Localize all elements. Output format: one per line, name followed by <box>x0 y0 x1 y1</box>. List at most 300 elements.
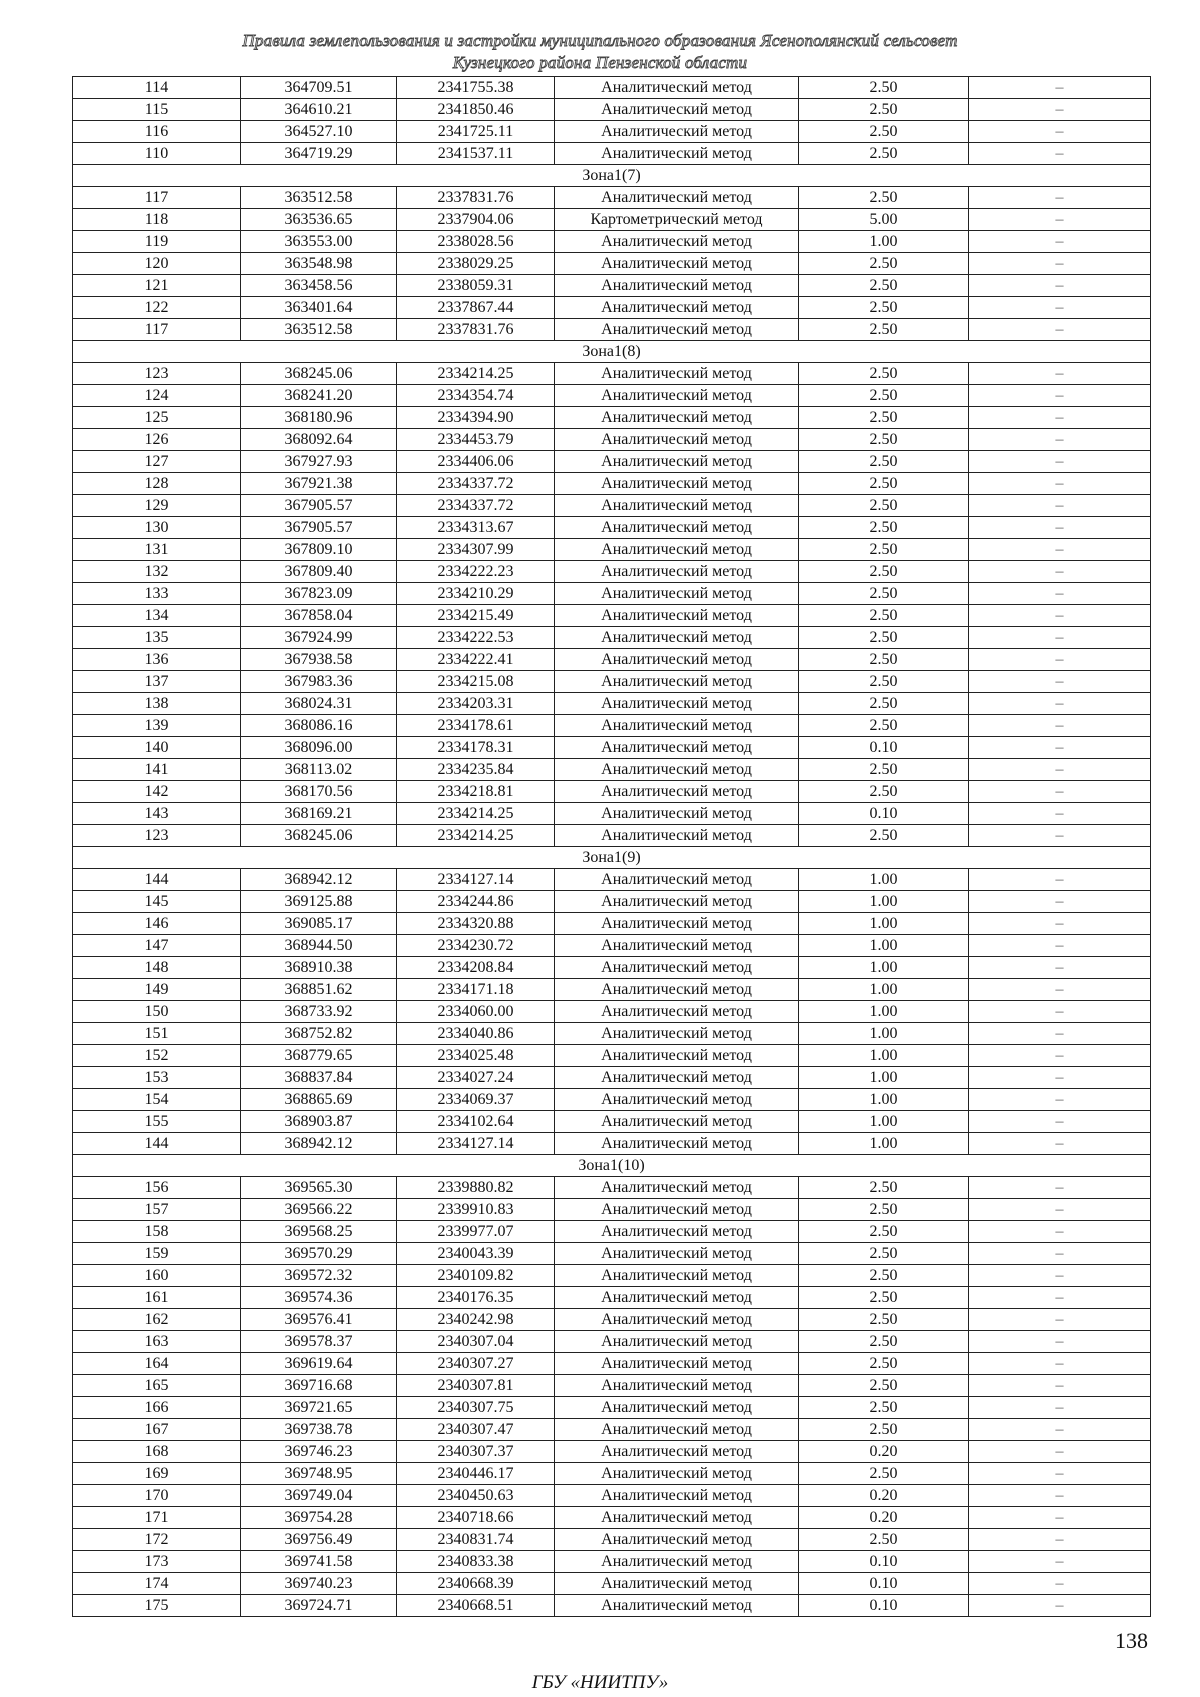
table-row <box>73 693 1151 715</box>
y-coordinate-cell: 2340176.35 <box>397 1287 555 1309</box>
point-number-cell: 143 <box>73 803 241 825</box>
accuracy-cell: 1.00 <box>799 979 969 1001</box>
table-row <box>73 319 1151 341</box>
x-coordinate-cell: 369754.28 <box>241 1507 397 1529</box>
accuracy-cell: 2.50 <box>799 825 969 847</box>
point-number-cell: 118 <box>73 209 241 231</box>
note-cell: – <box>969 99 1151 121</box>
accuracy-cell: 2.50 <box>799 473 969 495</box>
point-number-cell: 150 <box>73 1001 241 1023</box>
y-coordinate-cell: 2340307.04 <box>397 1331 555 1353</box>
point-number-cell: 139 <box>73 715 241 737</box>
x-coordinate-cell: 368180.96 <box>241 407 397 429</box>
x-coordinate-cell: 363512.58 <box>241 187 397 209</box>
table-row <box>73 979 1151 1001</box>
point-number-cell: 128 <box>73 473 241 495</box>
y-coordinate-cell: 2334214.25 <box>397 803 555 825</box>
y-coordinate-cell: 2340242.98 <box>397 1309 555 1331</box>
point-number-cell: 174 <box>73 1573 241 1595</box>
method-cell: Аналитический метод <box>555 1067 799 1089</box>
point-number-cell: 164 <box>73 1353 241 1375</box>
accuracy-cell: 2.50 <box>799 693 969 715</box>
x-coordinate-cell: 368944.50 <box>241 935 397 957</box>
zone-label: Зона1(9) <box>73 847 1151 869</box>
point-number-cell: 161 <box>73 1287 241 1309</box>
accuracy-cell: 2.50 <box>799 429 969 451</box>
accuracy-cell: 2.50 <box>799 1243 969 1265</box>
note-cell: – <box>969 1045 1151 1067</box>
note-cell: – <box>969 759 1151 781</box>
accuracy-cell: 2.50 <box>799 1375 969 1397</box>
x-coordinate-cell: 369566.22 <box>241 1199 397 1221</box>
note-cell: – <box>969 1001 1151 1023</box>
table-row <box>73 253 1151 275</box>
accuracy-cell: 1.00 <box>799 957 969 979</box>
point-number-cell: 133 <box>73 583 241 605</box>
table-row <box>73 407 1151 429</box>
x-coordinate-cell: 364719.29 <box>241 143 397 165</box>
method-cell: Аналитический метод <box>555 143 799 165</box>
accuracy-cell: 2.50 <box>799 121 969 143</box>
table-row <box>73 957 1151 979</box>
note-cell: – <box>969 1089 1151 1111</box>
point-number-cell: 163 <box>73 1331 241 1353</box>
table-row <box>73 1463 1151 1485</box>
point-number-cell: 149 <box>73 979 241 1001</box>
method-cell: Аналитический метод <box>555 1265 799 1287</box>
table-row <box>73 891 1151 913</box>
table-row <box>73 627 1151 649</box>
zone-label: Зона1(7) <box>73 165 1151 187</box>
x-coordinate-cell: 369746.23 <box>241 1441 397 1463</box>
point-number-cell: 162 <box>73 1309 241 1331</box>
accuracy-cell: 2.50 <box>799 363 969 385</box>
y-coordinate-cell: 2334127.14 <box>397 1133 555 1155</box>
accuracy-cell: 2.50 <box>799 99 969 121</box>
x-coordinate-cell: 367927.93 <box>241 451 397 473</box>
method-cell: Аналитический метод <box>555 825 799 847</box>
accuracy-cell: 2.50 <box>799 1353 969 1375</box>
note-cell: – <box>969 1353 1151 1375</box>
x-coordinate-cell: 368837.84 <box>241 1067 397 1089</box>
method-cell: Аналитический метод <box>555 957 799 979</box>
x-coordinate-cell: 368024.31 <box>241 693 397 715</box>
point-number-cell: 116 <box>73 121 241 143</box>
note-cell: – <box>969 407 1151 429</box>
table-row <box>73 1441 1151 1463</box>
point-number-cell: 126 <box>73 429 241 451</box>
note-cell: – <box>969 1309 1151 1331</box>
accuracy-cell: 1.00 <box>799 891 969 913</box>
accuracy-cell: 2.50 <box>799 451 969 473</box>
point-number-cell: 156 <box>73 1177 241 1199</box>
method-cell: Аналитический метод <box>555 187 799 209</box>
method-cell: Аналитический метод <box>555 1221 799 1243</box>
method-cell: Аналитический метод <box>555 913 799 935</box>
point-number-cell: 173 <box>73 1551 241 1573</box>
point-number-cell: 168 <box>73 1441 241 1463</box>
point-number-cell: 166 <box>73 1397 241 1419</box>
table-row <box>73 1199 1151 1221</box>
table-row <box>73 451 1151 473</box>
note-cell: – <box>969 1441 1151 1463</box>
y-coordinate-cell: 2334027.24 <box>397 1067 555 1089</box>
y-coordinate-cell: 2334337.72 <box>397 495 555 517</box>
method-cell: Аналитический метод <box>555 363 799 385</box>
y-coordinate-cell: 2340831.74 <box>397 1529 555 1551</box>
x-coordinate-cell: 363553.00 <box>241 231 397 253</box>
accuracy-cell: 2.50 <box>799 781 969 803</box>
x-coordinate-cell: 369619.64 <box>241 1353 397 1375</box>
x-coordinate-cell: 369740.23 <box>241 1573 397 1595</box>
point-number-cell: 145 <box>73 891 241 913</box>
point-number-cell: 135 <box>73 627 241 649</box>
point-number-cell: 123 <box>73 825 241 847</box>
coordinates-table-body <box>73 77 1151 1617</box>
accuracy-cell: 2.50 <box>799 1199 969 1221</box>
note-cell: – <box>969 1485 1151 1507</box>
accuracy-cell: 2.50 <box>799 1529 969 1551</box>
method-cell: Аналитический метод <box>555 1001 799 1023</box>
accuracy-cell: 2.50 <box>799 1397 969 1419</box>
x-coordinate-cell: 363536.65 <box>241 209 397 231</box>
method-cell: Аналитический метод <box>555 77 799 99</box>
method-cell: Аналитический метод <box>555 319 799 341</box>
point-number-cell: 119 <box>73 231 241 253</box>
table-row <box>73 1573 1151 1595</box>
accuracy-cell: 1.00 <box>799 1133 969 1155</box>
header-line-1: Правила землепользования и застройки муниципального образования Ясенополянский сельсовет <box>242 31 958 50</box>
y-coordinate-cell: 2334222.41 <box>397 649 555 671</box>
method-cell: Аналитический метод <box>555 517 799 539</box>
x-coordinate-cell: 363512.58 <box>241 319 397 341</box>
y-coordinate-cell: 2334215.08 <box>397 671 555 693</box>
method-cell: Аналитический метод <box>555 1397 799 1419</box>
x-coordinate-cell: 364527.10 <box>241 121 397 143</box>
accuracy-cell: 2.50 <box>799 1331 969 1353</box>
table-row <box>73 187 1151 209</box>
table-row <box>73 1595 1151 1617</box>
table-row <box>73 1375 1151 1397</box>
table-row <box>73 143 1151 165</box>
y-coordinate-cell: 2340307.75 <box>397 1397 555 1419</box>
method-cell: Аналитический метод <box>555 1287 799 1309</box>
x-coordinate-cell: 369568.25 <box>241 1221 397 1243</box>
y-coordinate-cell: 2340446.17 <box>397 1463 555 1485</box>
accuracy-cell: 2.50 <box>799 297 969 319</box>
accuracy-cell: 2.50 <box>799 275 969 297</box>
y-coordinate-cell: 2334178.61 <box>397 715 555 737</box>
method-cell: Аналитический метод <box>555 1045 799 1067</box>
x-coordinate-cell: 368245.06 <box>241 825 397 847</box>
note-cell: – <box>969 671 1151 693</box>
point-number-cell: 148 <box>73 957 241 979</box>
y-coordinate-cell: 2334214.25 <box>397 363 555 385</box>
y-coordinate-cell: 2340307.37 <box>397 1441 555 1463</box>
note-cell: – <box>969 1067 1151 1089</box>
table-row <box>73 1485 1151 1507</box>
table-row <box>73 1507 1151 1529</box>
table-row <box>73 1045 1151 1067</box>
note-cell: – <box>969 1419 1151 1441</box>
note-cell: – <box>969 451 1151 473</box>
note-cell: – <box>969 495 1151 517</box>
accuracy-cell: 2.50 <box>799 407 969 429</box>
point-number-cell: 129 <box>73 495 241 517</box>
y-coordinate-cell: 2340833.38 <box>397 1551 555 1573</box>
x-coordinate-cell: 368733.92 <box>241 1001 397 1023</box>
y-coordinate-cell: 2340307.27 <box>397 1353 555 1375</box>
x-coordinate-cell: 368779.65 <box>241 1045 397 1067</box>
table-row <box>73 1353 1151 1375</box>
method-cell: Аналитический метод <box>555 627 799 649</box>
method-cell: Аналитический метод <box>555 99 799 121</box>
y-coordinate-cell: 2340109.82 <box>397 1265 555 1287</box>
method-cell: Аналитический метод <box>555 671 799 693</box>
table-row <box>73 77 1151 99</box>
x-coordinate-cell: 369578.37 <box>241 1331 397 1353</box>
y-coordinate-cell: 2334040.86 <box>397 1023 555 1045</box>
method-cell: Аналитический метод <box>555 759 799 781</box>
method-cell: Картометрический метод <box>555 209 799 231</box>
note-cell: – <box>969 1133 1151 1155</box>
y-coordinate-cell: 2334394.90 <box>397 407 555 429</box>
accuracy-cell: 1.00 <box>799 913 969 935</box>
zone-label: Зона1(8) <box>73 341 1151 363</box>
accuracy-cell: 1.00 <box>799 1001 969 1023</box>
y-coordinate-cell: 2334222.23 <box>397 561 555 583</box>
note-cell: – <box>969 1199 1151 1221</box>
accuracy-cell: 1.00 <box>799 1067 969 1089</box>
table-row <box>73 121 1151 143</box>
point-number-cell: 146 <box>73 913 241 935</box>
note-cell: – <box>969 231 1151 253</box>
x-coordinate-cell: 368942.12 <box>241 1133 397 1155</box>
table-row <box>73 429 1151 451</box>
method-cell: Аналитический метод <box>555 429 799 451</box>
page-number: 138 <box>1115 1628 1148 1653</box>
table-row <box>73 1111 1151 1133</box>
note-cell: – <box>969 825 1151 847</box>
table-row <box>73 935 1151 957</box>
y-coordinate-cell: 2334337.72 <box>397 473 555 495</box>
note-cell: – <box>969 275 1151 297</box>
accuracy-cell: 2.50 <box>799 539 969 561</box>
table-row <box>73 605 1151 627</box>
note-cell: – <box>969 1023 1151 1045</box>
y-coordinate-cell: 2340668.39 <box>397 1573 555 1595</box>
accuracy-cell: 1.00 <box>799 869 969 891</box>
table-row <box>73 495 1151 517</box>
point-number-cell: 117 <box>73 187 241 209</box>
zone-row <box>73 341 1151 363</box>
method-cell: Аналитический метод <box>555 803 799 825</box>
x-coordinate-cell: 367938.58 <box>241 649 397 671</box>
point-number-cell: 169 <box>73 1463 241 1485</box>
note-cell: – <box>969 429 1151 451</box>
note-cell: – <box>969 319 1151 341</box>
table-row <box>73 1067 1151 1089</box>
table-row <box>73 561 1151 583</box>
accuracy-cell: 2.50 <box>799 561 969 583</box>
accuracy-cell: 2.50 <box>799 1309 969 1331</box>
y-coordinate-cell: 2334060.00 <box>397 1001 555 1023</box>
method-cell: Аналитический метод <box>555 231 799 253</box>
x-coordinate-cell: 367905.57 <box>241 517 397 539</box>
method-cell: Аналитический метод <box>555 781 799 803</box>
table-row <box>73 231 1151 253</box>
coordinates-table <box>72 76 1151 1617</box>
y-coordinate-cell: 2334208.84 <box>397 957 555 979</box>
point-number-cell: 158 <box>73 1221 241 1243</box>
accuracy-cell: 2.50 <box>799 583 969 605</box>
accuracy-cell: 1.00 <box>799 1045 969 1067</box>
table-row <box>73 1419 1151 1441</box>
accuracy-cell: 2.50 <box>799 1419 969 1441</box>
x-coordinate-cell: 367809.10 <box>241 539 397 561</box>
point-number-cell: 165 <box>73 1375 241 1397</box>
point-number-cell: 147 <box>73 935 241 957</box>
x-coordinate-cell: 367983.36 <box>241 671 397 693</box>
method-cell: Аналитический метод <box>555 1111 799 1133</box>
y-coordinate-cell: 2334244.86 <box>397 891 555 913</box>
x-coordinate-cell: 363548.98 <box>241 253 397 275</box>
note-cell: – <box>969 297 1151 319</box>
method-cell: Аналитический метод <box>555 1133 799 1155</box>
table-row <box>73 1287 1151 1309</box>
point-number-cell: 114 <box>73 77 241 99</box>
x-coordinate-cell: 369749.04 <box>241 1485 397 1507</box>
point-number-cell: 175 <box>73 1595 241 1617</box>
x-coordinate-cell: 369572.32 <box>241 1265 397 1287</box>
note-cell: – <box>969 187 1151 209</box>
accuracy-cell: 1.00 <box>799 1023 969 1045</box>
point-number-cell: 155 <box>73 1111 241 1133</box>
method-cell: Аналитический метод <box>555 605 799 627</box>
document-footer: ГБУ «НИИТПУ» <box>531 1672 669 1693</box>
x-coordinate-cell: 368169.21 <box>241 803 397 825</box>
point-number-cell: 130 <box>73 517 241 539</box>
note-cell: – <box>969 1529 1151 1551</box>
accuracy-cell: 2.50 <box>799 319 969 341</box>
accuracy-cell: 2.50 <box>799 649 969 671</box>
accuracy-cell: 2.50 <box>799 759 969 781</box>
method-cell: Аналитический метод <box>555 1375 799 1397</box>
point-number-cell: 136 <box>73 649 241 671</box>
note-cell: – <box>969 77 1151 99</box>
y-coordinate-cell: 2340043.39 <box>397 1243 555 1265</box>
zone-row <box>73 1155 1151 1177</box>
note-cell: – <box>969 1375 1151 1397</box>
method-cell: Аналитический метод <box>555 1485 799 1507</box>
note-cell: – <box>969 253 1151 275</box>
table-row <box>73 385 1151 407</box>
x-coordinate-cell: 368245.06 <box>241 363 397 385</box>
accuracy-cell: 2.50 <box>799 627 969 649</box>
point-number-cell: 122 <box>73 297 241 319</box>
x-coordinate-cell: 368942.12 <box>241 869 397 891</box>
method-cell: Аналитический метод <box>555 385 799 407</box>
note-cell: – <box>969 209 1151 231</box>
accuracy-cell: 0.20 <box>799 1441 969 1463</box>
method-cell: Аналитический метод <box>555 693 799 715</box>
method-cell: Аналитический метод <box>555 1419 799 1441</box>
y-coordinate-cell: 2334406.06 <box>397 451 555 473</box>
zone-row <box>73 847 1151 869</box>
point-number-cell: 140 <box>73 737 241 759</box>
method-cell: Аналитический метод <box>555 275 799 297</box>
note-cell: – <box>969 1551 1151 1573</box>
x-coordinate-cell: 368096.00 <box>241 737 397 759</box>
zone-row <box>73 165 1151 187</box>
y-coordinate-cell: 2334313.67 <box>397 517 555 539</box>
table-row <box>73 715 1151 737</box>
note-cell: – <box>969 1221 1151 1243</box>
accuracy-cell: 1.00 <box>799 231 969 253</box>
accuracy-cell: 5.00 <box>799 209 969 231</box>
x-coordinate-cell: 367858.04 <box>241 605 397 627</box>
point-number-cell: 142 <box>73 781 241 803</box>
point-number-cell: 154 <box>73 1089 241 1111</box>
method-cell: Аналитический метод <box>555 737 799 759</box>
note-cell: – <box>969 913 1151 935</box>
y-coordinate-cell: 2341725.11 <box>397 121 555 143</box>
accuracy-cell: 1.00 <box>799 1111 969 1133</box>
point-number-cell: 134 <box>73 605 241 627</box>
x-coordinate-cell: 369574.36 <box>241 1287 397 1309</box>
table-row <box>73 781 1151 803</box>
x-coordinate-cell: 369565.30 <box>241 1177 397 1199</box>
y-coordinate-cell: 2341537.11 <box>397 143 555 165</box>
note-cell: – <box>969 363 1151 385</box>
point-number-cell: 151 <box>73 1023 241 1045</box>
note-cell: – <box>969 737 1151 759</box>
x-coordinate-cell: 367809.40 <box>241 561 397 583</box>
y-coordinate-cell: 2341850.46 <box>397 99 555 121</box>
point-number-cell: 171 <box>73 1507 241 1529</box>
y-coordinate-cell: 2337831.76 <box>397 187 555 209</box>
accuracy-cell: 2.50 <box>799 143 969 165</box>
y-coordinate-cell: 2334218.81 <box>397 781 555 803</box>
point-number-cell: 138 <box>73 693 241 715</box>
accuracy-cell: 0.10 <box>799 1551 969 1573</box>
y-coordinate-cell: 2340307.81 <box>397 1375 555 1397</box>
point-number-cell: 125 <box>73 407 241 429</box>
method-cell: Аналитический метод <box>555 1331 799 1353</box>
table-row <box>73 737 1151 759</box>
note-cell: – <box>969 605 1151 627</box>
method-cell: Аналитический метод <box>555 715 799 737</box>
y-coordinate-cell: 2334215.49 <box>397 605 555 627</box>
method-cell: Аналитический метод <box>555 1573 799 1595</box>
note-cell: – <box>969 143 1151 165</box>
point-number-cell: 124 <box>73 385 241 407</box>
table-row <box>73 649 1151 671</box>
header-line-2: Кузнецкого района Пензенской области <box>452 53 748 72</box>
note-cell: – <box>969 781 1151 803</box>
method-cell: Аналитический метод <box>555 1199 799 1221</box>
method-cell: Аналитический метод <box>555 561 799 583</box>
note-cell: – <box>969 583 1151 605</box>
accuracy-cell: 0.10 <box>799 1573 969 1595</box>
accuracy-cell: 2.50 <box>799 517 969 539</box>
y-coordinate-cell: 2338059.31 <box>397 275 555 297</box>
table-row <box>73 363 1151 385</box>
x-coordinate-cell: 363401.64 <box>241 297 397 319</box>
note-cell: – <box>969 1573 1151 1595</box>
x-coordinate-cell: 368910.38 <box>241 957 397 979</box>
y-coordinate-cell: 2334230.72 <box>397 935 555 957</box>
